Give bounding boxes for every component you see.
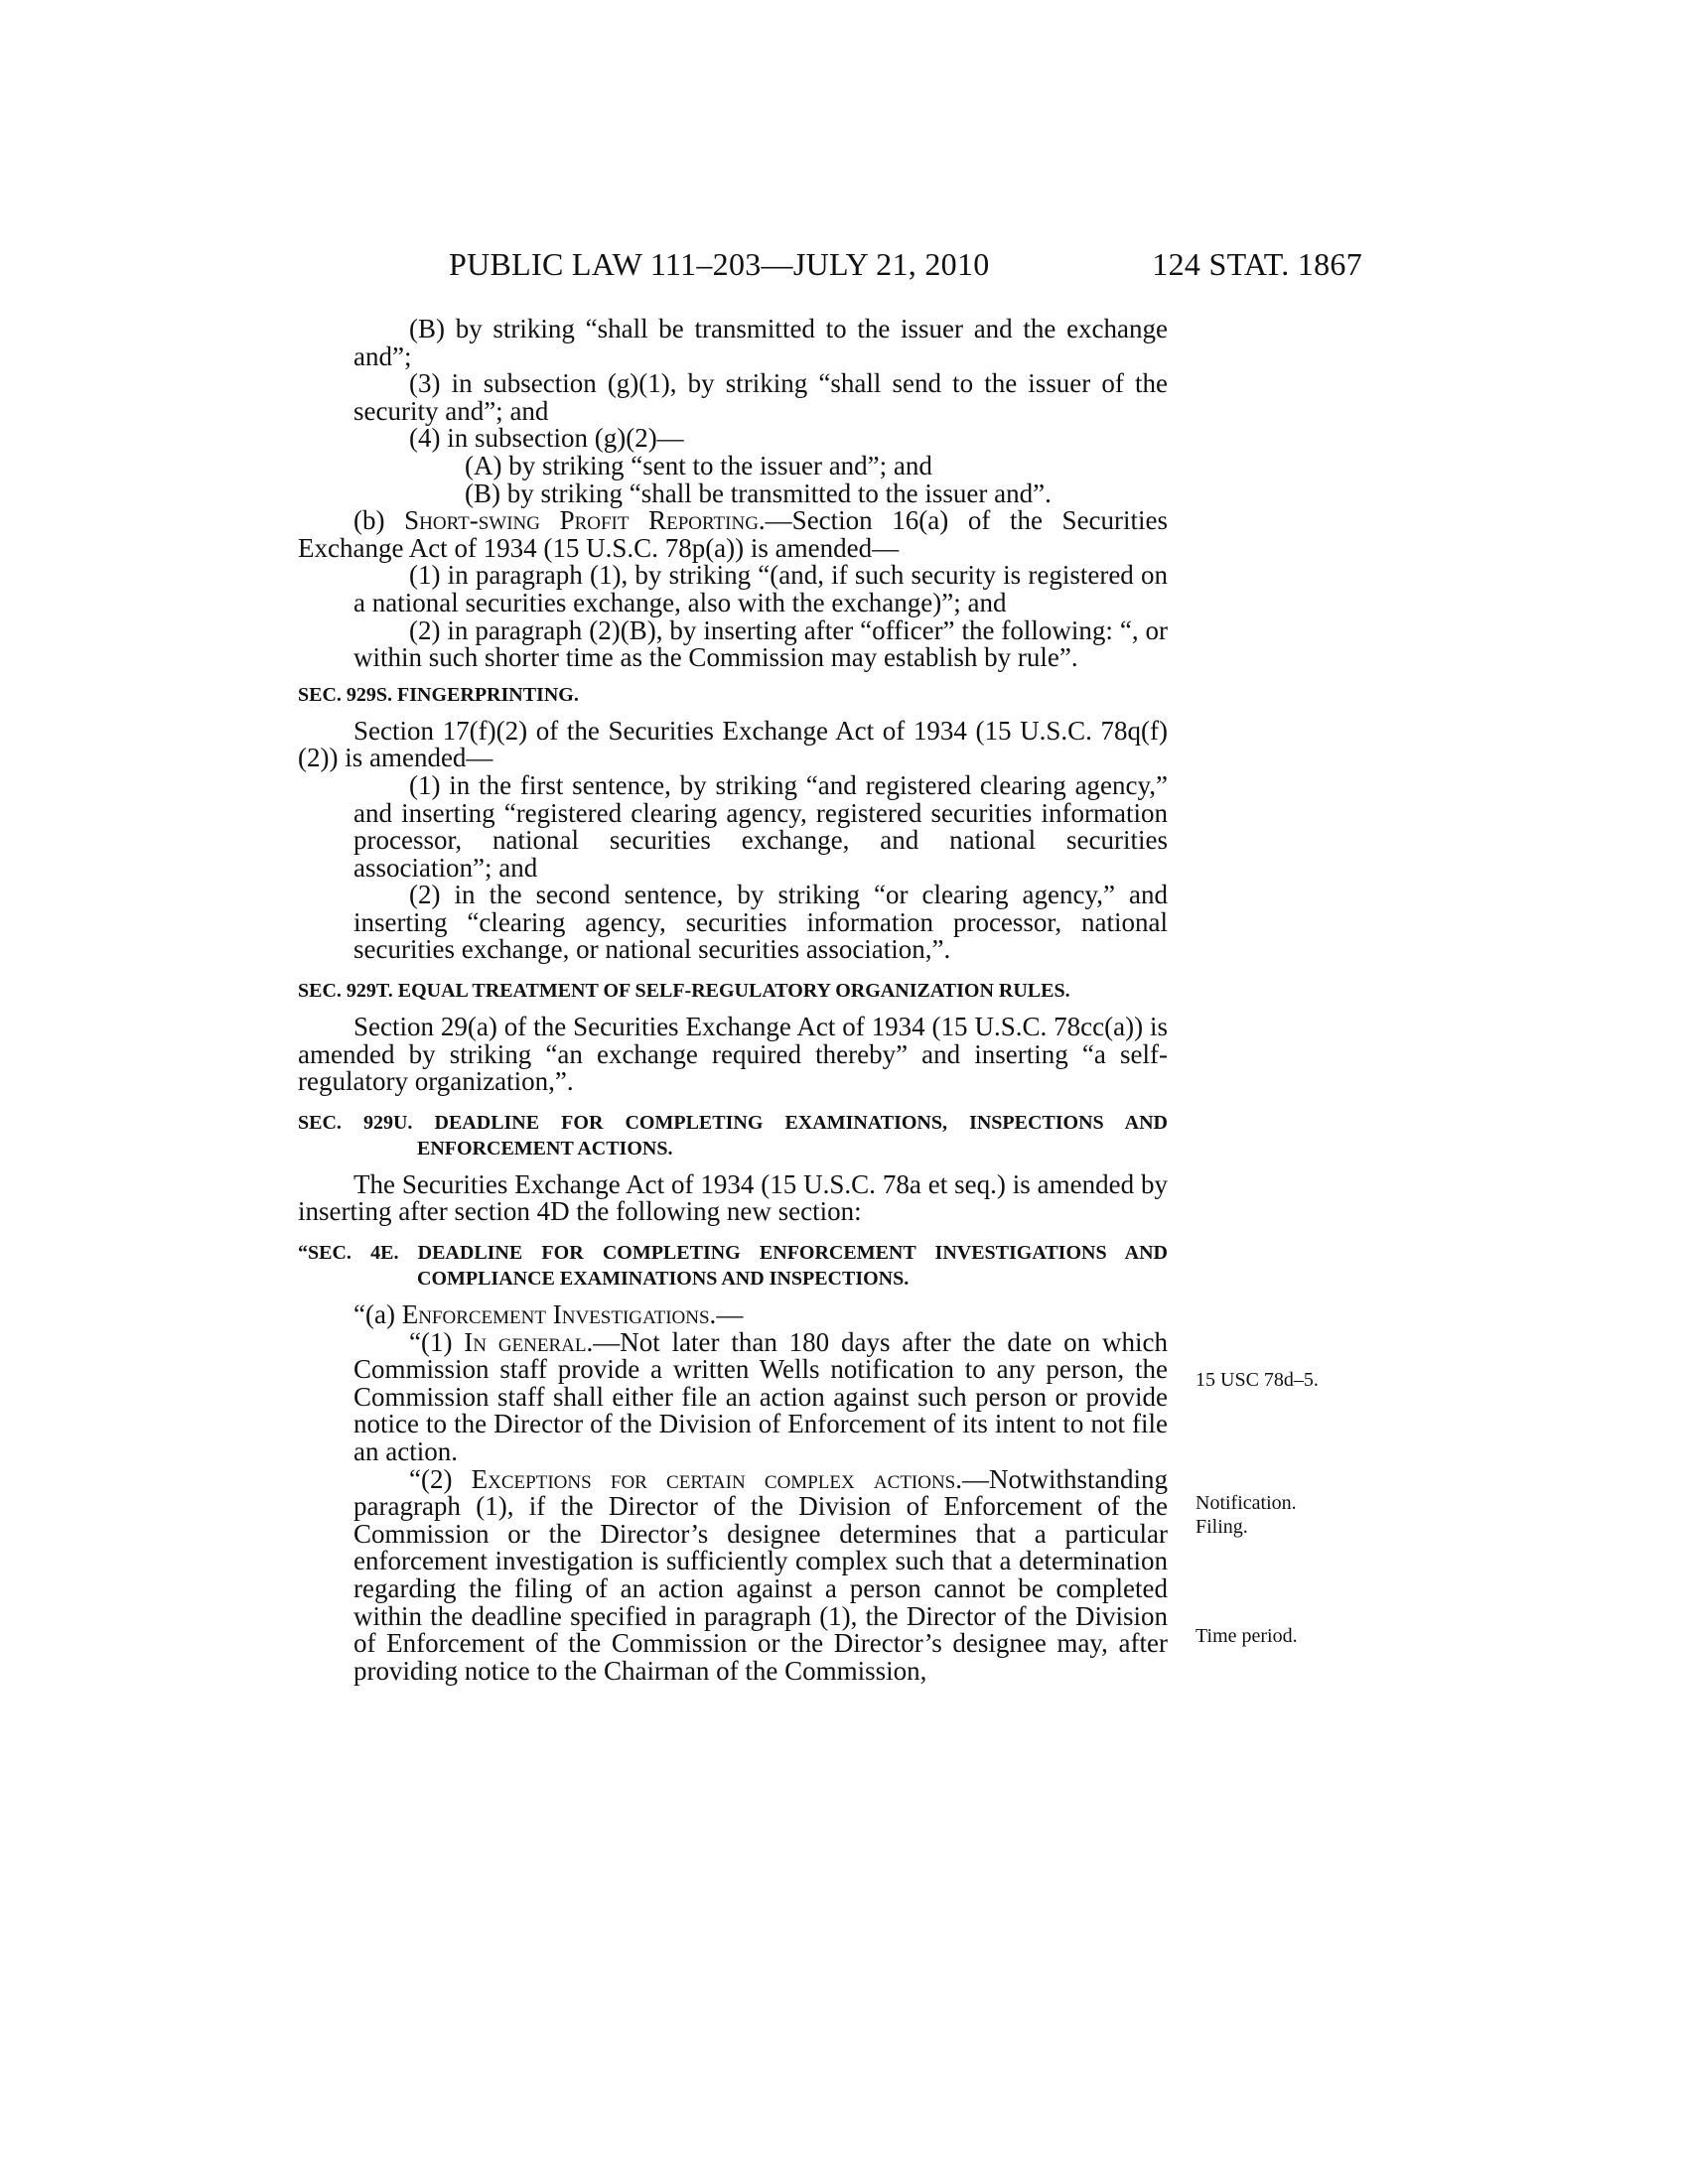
document-body [298, 316, 1168, 1685]
section-heading-929u: SEC. 929U. DEADLINE FOR COMPLETING EXAMINATIONS, INSPECTIONS AND ENFORCEMENT ACTIONS. [298, 1111, 1168, 1160]
section-heading-4e: “SEC. 4E. DEADLINE FOR COMPLETING ENFORCEMENT INVESTIGATIONS AND COMPLIANCE EXAMINATIONS AND INSPECTIONS. [298, 1242, 1168, 1291]
paragraph-prefix: “(2) [409, 1463, 472, 1494]
subsection-heading: Enforcement Investigations. [401, 1299, 717, 1330]
section-heading-929t: SEC. 929T. EQUAL TREATMENT OF SELF-REGULATORY ORGANIZATION RULES. [298, 980, 1070, 1003]
paragraph-a1 [298, 1326, 1168, 1466]
paragraph: (1) in paragraph (1), by striking “(and, if such security is registered on a national securities exchange, also with the exchange)”; and [353, 560, 1168, 617]
section-heading-929s: SEC. 929S. FINGERPRINTING. [298, 683, 579, 706]
paragraph: Section 17(f)(2) of the Securities Exchange Act of 1934 (15 U.S.C. 78q(f)(2)) is amended— [298, 715, 1168, 773]
paragraph: (1) in the first sentence, by striking “and registered clearing agency,” and inserting “registered clearing agency, registered securities information processor, national securities exchange, and national securities association”; and [353, 769, 1168, 883]
paragraph: (A) by striking “sent to the issuer and”; and [465, 450, 932, 480]
paragraph: (B) by striking “shall be transmitted to the issuer and the exchange and”; [353, 314, 1168, 371]
subsection-heading: Short-swing Profit Reporting. [404, 505, 766, 536]
margin-note-time-period: Time period. [1196, 1625, 1298, 1647]
subsection-prefix: (b) [353, 505, 405, 536]
margin-note-usc: 15 USC 78d–5. [1196, 1369, 1319, 1391]
page-header [298, 246, 1362, 286]
margin-note-filing: Filing. [1196, 1516, 1248, 1538]
subsection-b [298, 507, 1168, 562]
paragraph-heading: In general. [464, 1326, 594, 1357]
subsection-dash: — [716, 1299, 744, 1330]
paragraph-text: —Not later than 180 days after the date on which Commission staff provide a written Wells notification to any person, the Commission staff shall either file an action against such person or provide notice to the Director of the Division of Enforcement of its intent to not file an action. [353, 1326, 1168, 1466]
paragraph: The Securities Exchange Act of 1934 (15 U.S.C. 78a et seq.) is amended by inserting after section 4D the following new section: [298, 1168, 1168, 1227]
paragraph: Section 29(a) of the Securities Exchange Act of 1934 (15 U.S.C. 78cc(a)) is amended by striking “an exchange required thereby” and inserting “a self-regulatory organization,”. [298, 1012, 1168, 1097]
law-title: PUBLIC LAW 111–203—JULY 21, 2010 [449, 246, 990, 282]
subsection-prefix: “(a) [353, 1299, 402, 1330]
paragraph: (B) by striking “shall be transmitted to the issuer and”. [465, 478, 1052, 508]
stat-page-number: 124 STAT. 1867 [1152, 246, 1362, 282]
paragraph-a2 [298, 1463, 1168, 1686]
paragraph: (2) in paragraph (2)(B), by inserting after “officer” the following: “, or within such shorter time as the Commission may establish by rule”. [353, 614, 1168, 673]
paragraph: (3) in subsection (g)(1), by striking “shall send to the issuer of the security and”; and [353, 368, 1168, 426]
paragraph: (4) in subsection (g)(2)— [409, 423, 684, 454]
paragraph-text: —Notwithstanding paragraph (1), if the Director of the Division of Enforcement of the Commission or the Director’s designee determines that a particular enforcement investigation is sufficiently complex such that a determination regarding the filing of an action against a person cannot be completed within the deadline specified in paragraph (1), the Director of the Division of Enforcement of the Commission or the Director’s designee may, after providing notice to the Chairman of the Commission, [353, 1463, 1168, 1686]
paragraph-prefix: “(1) [409, 1326, 465, 1357]
paragraph: (2) in the second sentence, by striking “or clearing agency,” and inserting “clearing agency, securities information processor, national securities exchange, or national securities association,”. [353, 880, 1168, 965]
subsection-text: —Section 16(a) of the Securities Exchange Act of 1934 (15 U.S.C. 78p(a)) is amended— [298, 505, 1169, 563]
paragraph-heading: Exceptions for certain complex actions. [471, 1463, 962, 1494]
subsection-a [298, 1301, 1168, 1329]
margin-note-notification: Notification. [1196, 1492, 1297, 1514]
